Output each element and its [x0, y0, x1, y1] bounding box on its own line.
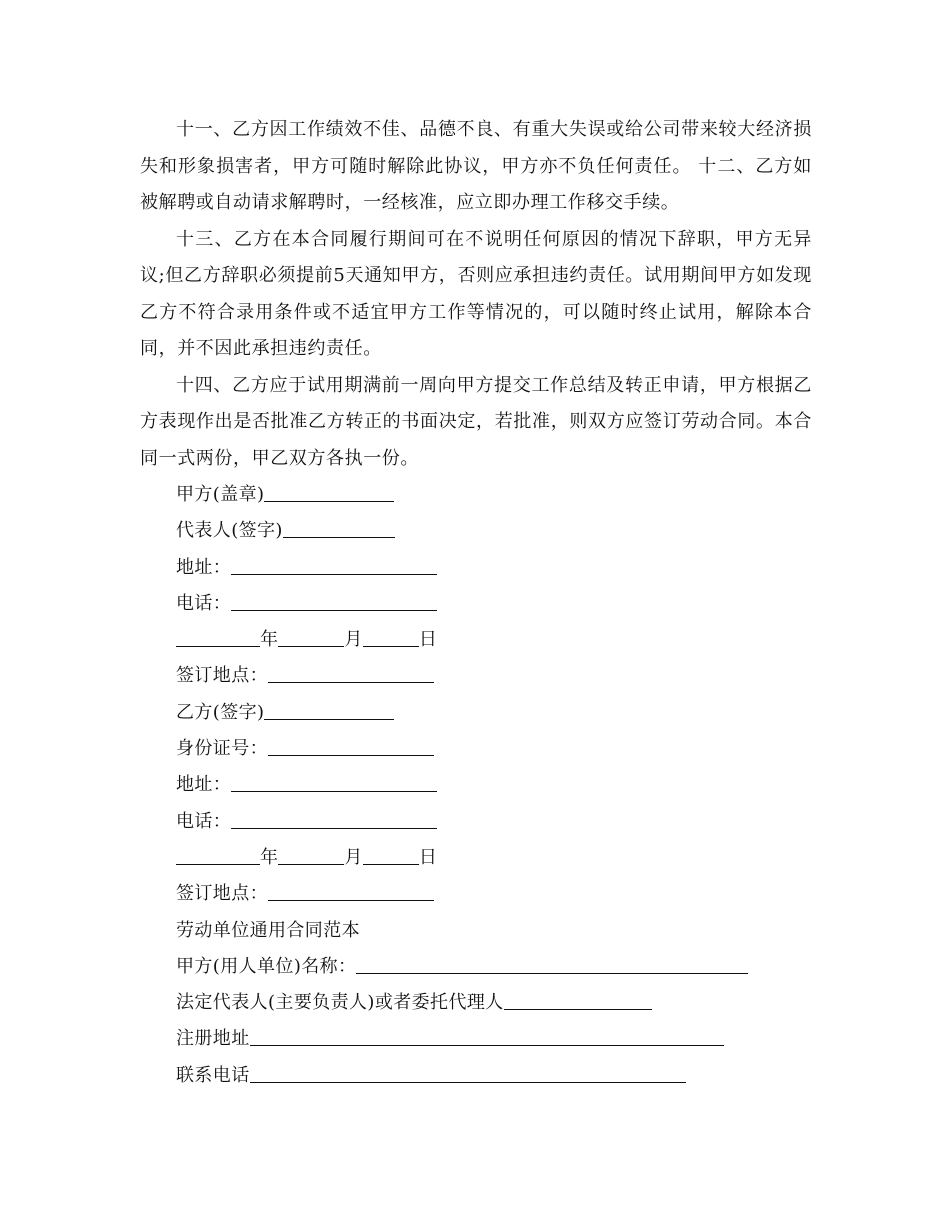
party-b-month-label: 月: [344, 846, 363, 868]
party-b-month-blank[interactable]: [278, 842, 344, 865]
party-a-address-blank[interactable]: [231, 552, 437, 575]
reg-address-label: 注册地址: [176, 1028, 250, 1050]
party-a-seal-blank[interactable]: [264, 479, 394, 502]
party-b-address-line: [140, 767, 812, 803]
employer-name-line: [140, 949, 812, 985]
party-a-rep-label: 代表人(签字): [176, 520, 283, 542]
reg-address-blank[interactable]: [250, 1023, 724, 1046]
party-a-year-label: 年: [260, 629, 279, 651]
contract-page: [140, 112, 812, 1094]
party-b-phone-line: [140, 804, 812, 840]
clause-11-12: 十一、乙方因工作绩效不佳、品德不良、有重大失误或给公司带来较大经济损失和形象损害者，甲方可随时解除此协议，甲方亦不负任何责任。 十二、乙方如被解聘或自动请求解聘时，一经核准，应立即办理工作移交手续。: [140, 119, 812, 213]
reg-address-line: [140, 1021, 812, 1057]
legal-rep-label: 法定代表人(主要负责人)或者委托代理人: [176, 992, 504, 1014]
party-b-phone-blank[interactable]: [231, 806, 437, 829]
party-b-year-blank[interactable]: [176, 842, 260, 865]
party-a-day-label: 日: [418, 629, 438, 651]
party-b-id-label: 身份证号：: [176, 738, 268, 760]
party-a-place-label: 签订地点：: [176, 665, 268, 687]
party-a-rep-blank[interactable]: [283, 515, 395, 538]
employer-name-label: 甲方(用人单位)名称：: [176, 955, 357, 977]
party-a-address-line: [140, 550, 812, 586]
contact-phone-blank[interactable]: [250, 1060, 686, 1083]
party-b-sign-blank[interactable]: [264, 697, 394, 720]
party-a-seal-line: [140, 477, 812, 513]
party-b-place-line: [140, 876, 812, 912]
party-b-day-label: 日: [418, 846, 438, 868]
party-b-id-blank[interactable]: [268, 733, 434, 756]
party-b-sign-line: [140, 695, 812, 731]
contact-phone-line: [140, 1058, 812, 1094]
party-a-day-blank[interactable]: [363, 624, 419, 647]
party-a-date-line: [140, 622, 812, 658]
employer-name-blank[interactable]: [356, 951, 748, 974]
party-a-phone-blank[interactable]: [231, 588, 437, 611]
party-a-year-blank[interactable]: [176, 624, 260, 647]
party-b-address-label: 地址：: [176, 774, 232, 796]
party-b-address-blank[interactable]: [231, 769, 437, 792]
party-b-year-label: 年: [260, 846, 279, 868]
party-b-place-label: 签订地点：: [176, 883, 268, 905]
party-a-place-line: [140, 658, 812, 694]
legal-rep-blank[interactable]: [504, 987, 652, 1010]
party-a-address-label: 地址：: [176, 556, 232, 578]
party-a-month-blank[interactable]: [278, 624, 344, 647]
party-a-month-label: 月: [344, 629, 363, 651]
party-a-phone-label: 电话：: [176, 592, 232, 614]
template-title: 劳动单位通用合同范本: [176, 919, 360, 941]
party-b-sign-label: 乙方(签字): [176, 701, 265, 723]
party-b-place-blank[interactable]: [268, 878, 434, 901]
party-a-seal-label: 甲方(盖章): [176, 484, 265, 505]
contact-phone-label: 联系电话: [176, 1064, 250, 1086]
clause-14: 十四、乙方应于试用期满前一周向甲方提交工作总结及转正申请，甲方根据乙方表现作出是否批准乙方转正的书面决定，若批准，则双方应签订劳动合同。本合同一式两份，甲乙双方各执一份。: [140, 374, 812, 469]
clause-13: 十三、乙方在本合同履行期间可在不说明任何原因的情况下辞职，甲方无异议;但乙方辞职必须提前5天通知甲方，否则应承担违约责任。试用期间甲方如发现乙方不符合录用条件或不适宜甲方工作等情况的，可以随时终止试用，解除本合同，并不因此承担违约责任。: [140, 228, 812, 359]
party-a-place-blank[interactable]: [268, 660, 434, 683]
party-a-rep-line: [140, 513, 812, 549]
party-b-id-line: [140, 731, 812, 767]
legal-rep-line: [140, 985, 812, 1021]
party-b-phone-label: 电话：: [176, 810, 232, 832]
party-b-day-blank[interactable]: [363, 842, 419, 865]
party-b-date-line: [140, 840, 812, 876]
party-a-phone-line: [140, 586, 812, 622]
